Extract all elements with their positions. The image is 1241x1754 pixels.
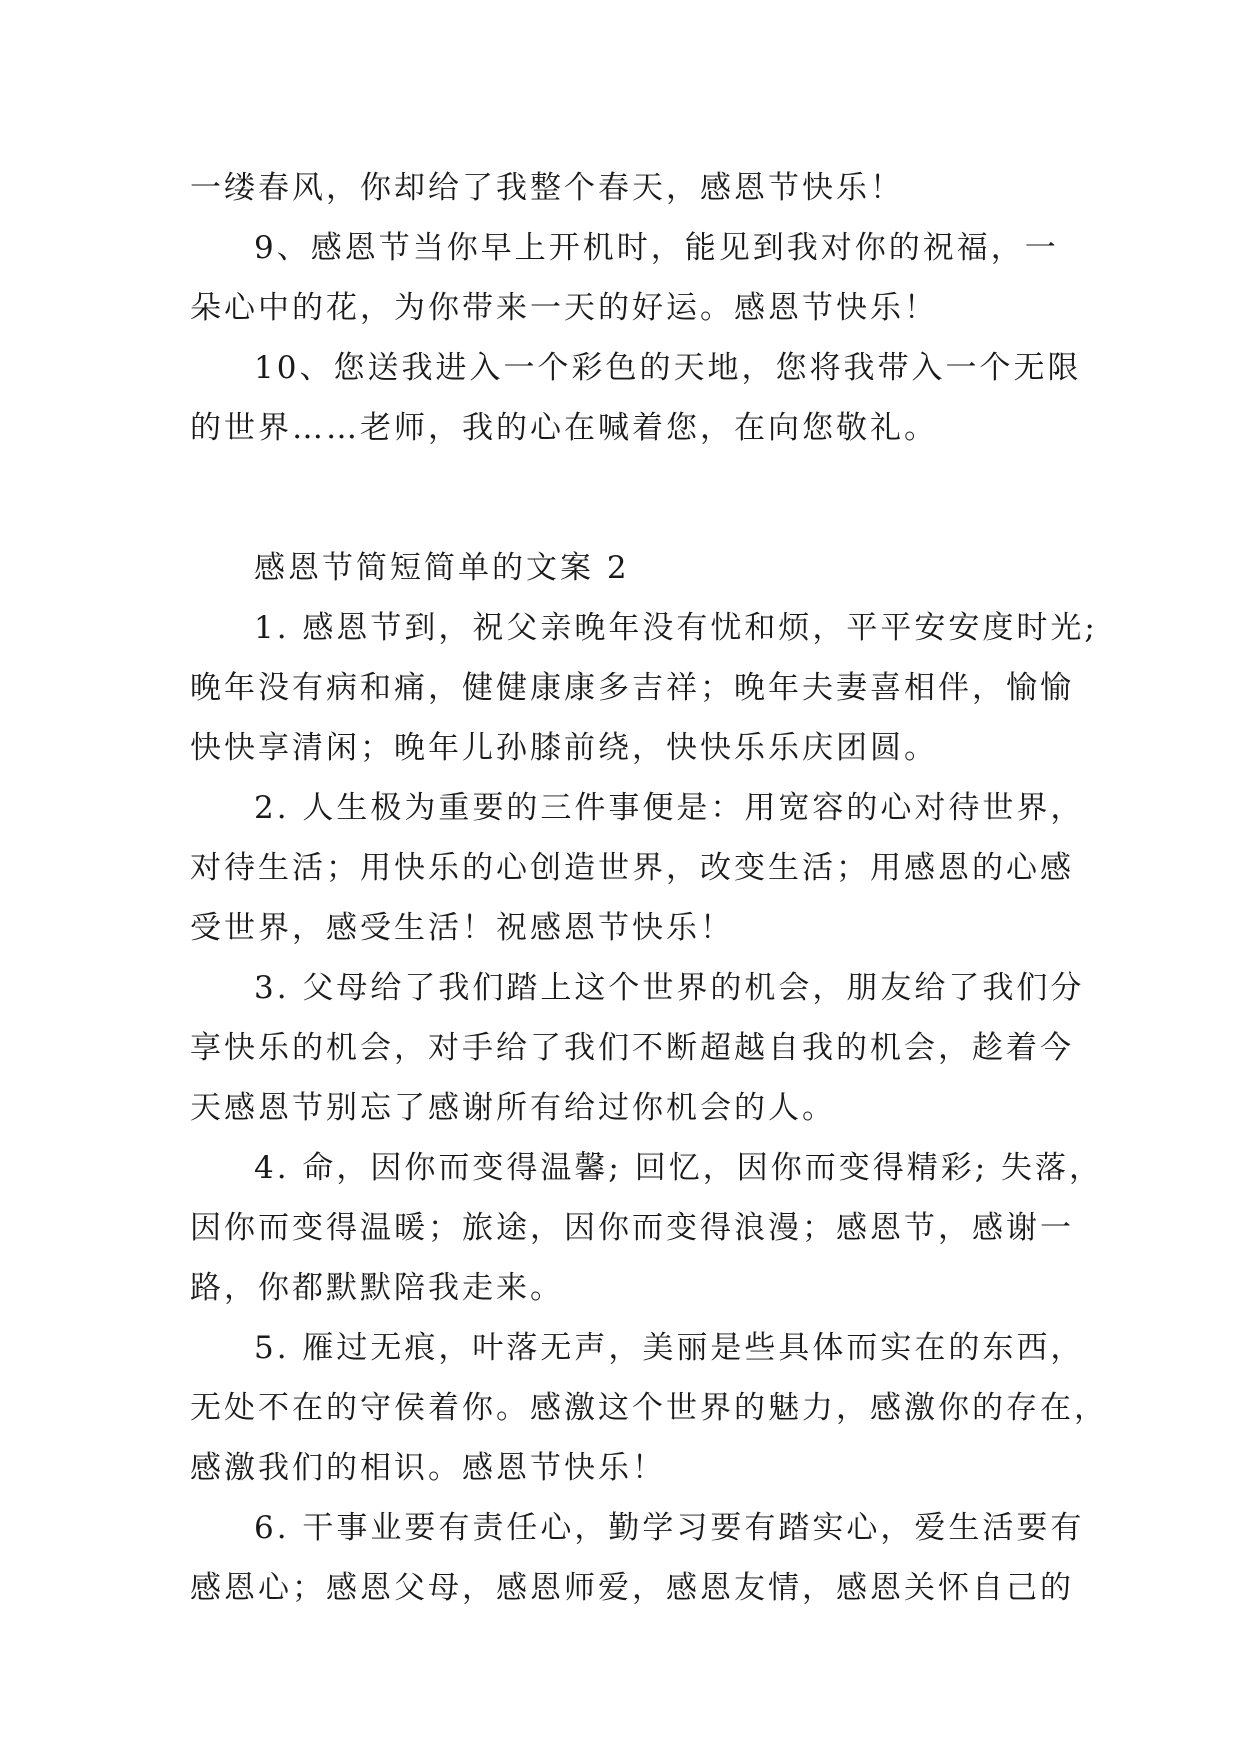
list-item-6-line-2: 感恩心；感恩父母，感恩师爱，感恩友情，感恩关怀自己的 (190, 1570, 1074, 1606)
section-heading: 感恩节简短简单的文案 2 (254, 550, 630, 586)
list-item-5-line-1: 5. 雁过无痕，叶落无声，美丽是些具体而实在的东西， (254, 1330, 1085, 1366)
list-item-6-line-1: 6. 干事业要有责任心，勤学习要有踏实心，爱生活要有 (254, 1510, 1085, 1546)
text-line: 一缕春风，你却给了我整个春天，感恩节快乐！ (190, 170, 904, 206)
list-item-10-line-2: 的世界……老师，我的心在喊着您，在向您敬礼。 (190, 410, 938, 446)
list-item-3-line-2: 享快乐的机会，对手给了我们不断超越自我的机会，趁着今 (190, 1030, 1074, 1066)
list-item-4-line-2: 因你而变得温暖；旅途，因你而变得浪漫；感恩节，感谢一 (190, 1210, 1074, 1246)
list-item-9-line-1: 9、感恩节当你早上开机时，能见到我对你的祝福，一 (254, 230, 1059, 266)
list-item-1-line-3: 快快享清闲；晚年儿孙膝前绕，快快乐乐庆团圆。 (190, 730, 938, 766)
list-item-2-line-3: 受世界，感受生活！祝感恩节快乐！ (190, 910, 734, 946)
list-item-5-line-2: 无处不在的守侯着你。感激这个世界的魅力，感激你的存在， (190, 1390, 1108, 1426)
list-item-4-line-3: 路，你都默默陪我走来。 (190, 1270, 564, 1306)
list-item-10-line-1: 10、您送我进入一个彩色的天地，您将我带入一个无限 (254, 350, 1082, 386)
section-gap (190, 458, 1060, 538)
list-item-1-line-1: 1. 感恩节到，祝父亲晚年没有忧和烦，平平安安度时光; (254, 610, 1098, 646)
document-body (190, 158, 1108, 1618)
list-item-4-line-1: 4. 命，因你而变得温馨; 回忆，因你而变得精彩; 失落， (254, 1150, 1104, 1186)
list-item-3-line-3: 天感恩节别忘了感谢所有给过你机会的人。 (190, 1090, 836, 1126)
list-item-3-line-1: 3. 父母给了我们踏上这个世界的机会，朋友给了我们分 (254, 970, 1085, 1006)
list-item-2-line-1: 2. 人生极为重要的三件事便是：用宽容的心对待世界， (254, 790, 1085, 826)
list-item-2-line-2: 对待生活；用快乐的心创造世界，改变生活；用感恩的心感 (190, 850, 1074, 886)
list-item-9-line-2: 朵心中的花，为你带来一天的好运。感恩节快乐！ (190, 290, 938, 326)
list-item-5-line-3: 感激我们的相识。感恩节快乐！ (190, 1450, 666, 1486)
list-item-1-line-2: 晚年没有病和痛，健健康康多吉祥；晚年夫妻喜相伴，愉愉 (190, 670, 1074, 706)
